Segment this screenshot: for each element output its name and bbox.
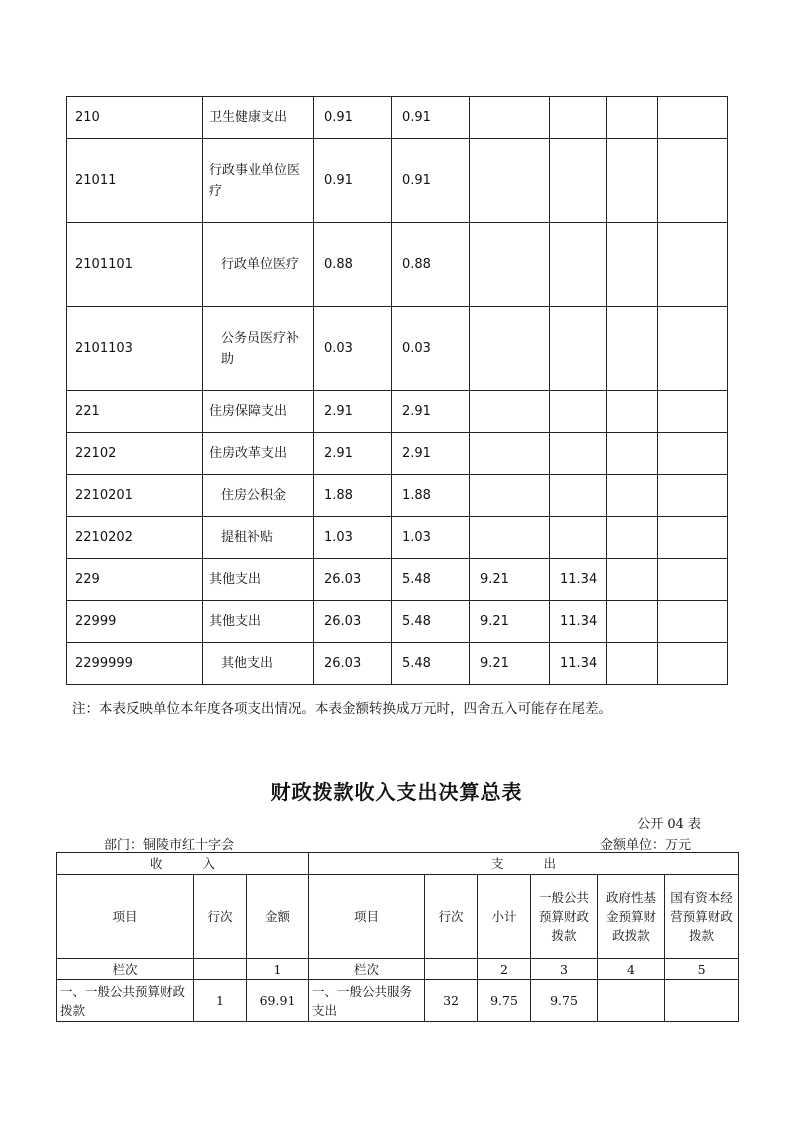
amount-cell-6 xyxy=(658,391,728,433)
subject-name: 住房公积金 xyxy=(203,475,314,517)
subject-name: 提租补贴 xyxy=(203,517,314,559)
summary-table xyxy=(56,852,739,1022)
column-index-label-2: 栏次 xyxy=(309,959,425,980)
amount-cell-1: 26.03 xyxy=(314,643,392,685)
income-amount: 69.91 xyxy=(247,980,309,1022)
amount-cell-6 xyxy=(658,475,728,517)
col-subtotal: 小计 xyxy=(478,875,531,959)
amount-cell-4 xyxy=(550,97,607,139)
table-row xyxy=(67,475,728,517)
amount-cell-6 xyxy=(658,139,728,223)
table-row xyxy=(67,517,728,559)
amount-cell-6 xyxy=(658,559,728,601)
amount-cell-1: 2.91 xyxy=(314,433,392,475)
amount-cell-6 xyxy=(658,97,728,139)
table-note: 注：本表反映单位本年度各项支出情况。本表金额转换成万元时，四舍五入可能存在尾差。 xyxy=(72,701,612,717)
col-general-budget: 一般公共预算财政拨款 xyxy=(531,875,598,959)
amount-cell-6 xyxy=(658,223,728,307)
expenditure-continuation-table xyxy=(66,96,728,685)
expense-row-no: 32 xyxy=(425,980,478,1022)
state-capital xyxy=(665,980,739,1022)
column-index-empty xyxy=(194,959,247,980)
amount-cell-3: 9.21 xyxy=(470,643,550,685)
amount-cell-1: 0.91 xyxy=(314,139,392,223)
col-income-item: 项目 xyxy=(57,875,194,959)
amount-cell-3: 9.21 xyxy=(470,601,550,643)
amount-cell-4 xyxy=(550,475,607,517)
amount-cell-1: 26.03 xyxy=(314,601,392,643)
subject-code: 2210202 xyxy=(67,517,203,559)
table-row xyxy=(57,980,739,1022)
amount-cell-4 xyxy=(550,139,607,223)
amount-cell-3 xyxy=(470,97,550,139)
table-row xyxy=(67,601,728,643)
amount-cell-1: 0.91 xyxy=(314,97,392,139)
amount-cell-2: 5.48 xyxy=(392,559,470,601)
amount-cell-5 xyxy=(607,223,658,307)
col-expense-item: 项目 xyxy=(309,875,425,959)
amount-cell-5 xyxy=(607,601,658,643)
amount-cell-1: 1.03 xyxy=(314,517,392,559)
amount-cell-2: 2.91 xyxy=(392,391,470,433)
table-row xyxy=(67,433,728,475)
amount-cell-6 xyxy=(658,433,728,475)
column-index-empty-2 xyxy=(425,959,478,980)
amount-cell-5 xyxy=(607,433,658,475)
table-row xyxy=(67,643,728,685)
subject-code: 2210201 xyxy=(67,475,203,517)
amount-cell-2: 2.91 xyxy=(392,433,470,475)
subject-name: 其他支出 xyxy=(203,601,314,643)
subtotal: 9.75 xyxy=(478,980,531,1022)
department-label: 部门：铜陵市红十字会 xyxy=(104,838,235,853)
amount-cell-3 xyxy=(470,391,550,433)
column-index-label: 栏次 xyxy=(57,959,194,980)
amount-cell-4 xyxy=(550,307,607,391)
subject-code: 2101103 xyxy=(67,307,203,391)
col-gov-fund: 政府性基金预算财政拨款 xyxy=(598,875,665,959)
amount-cell-6 xyxy=(658,307,728,391)
column-index-1: 1 xyxy=(247,959,309,980)
amount-cell-2: 0.91 xyxy=(392,139,470,223)
subject-name: 卫生健康支出 xyxy=(203,97,314,139)
column-index-4: 4 xyxy=(598,959,665,980)
column-index-5: 5 xyxy=(665,959,739,980)
table-row xyxy=(67,307,728,391)
amount-cell-3 xyxy=(470,139,550,223)
subject-name: 住房改革支出 xyxy=(203,433,314,475)
amount-cell-2: 5.48 xyxy=(392,643,470,685)
amount-cell-2: 1.03 xyxy=(392,517,470,559)
amount-unit-label: 金额单位：万元 xyxy=(599,838,691,853)
amount-cell-1: 0.03 xyxy=(314,307,392,391)
amount-cell-4: 11.34 xyxy=(550,601,607,643)
amount-cell-1: 1.88 xyxy=(314,475,392,517)
column-index-3: 3 xyxy=(531,959,598,980)
amount-cell-2: 0.88 xyxy=(392,223,470,307)
amount-cell-6 xyxy=(658,517,728,559)
income-row-no: 1 xyxy=(194,980,247,1022)
amount-cell-2: 0.91 xyxy=(392,97,470,139)
amount-cell-5 xyxy=(607,475,658,517)
amount-cell-3 xyxy=(470,307,550,391)
income-section-header: 收 入 xyxy=(57,853,309,875)
col-income-row-no: 行次 xyxy=(194,875,247,959)
subject-code: 229 xyxy=(67,559,203,601)
expense-item: 一、一般公共服务支出 xyxy=(309,980,425,1022)
expense-section-header: 支 出 xyxy=(309,853,739,875)
subject-name: 其他支出 xyxy=(203,559,314,601)
subject-code: 22999 xyxy=(67,601,203,643)
amount-cell-4: 11.34 xyxy=(550,643,607,685)
amount-cell-2: 5.48 xyxy=(392,601,470,643)
subject-name: 公务员医疗补助 xyxy=(203,307,314,391)
amount-cell-5 xyxy=(607,517,658,559)
income-item: 一、一般公共预算财政拨款 xyxy=(57,980,194,1022)
amount-cell-3 xyxy=(470,433,550,475)
subject-code: 2299999 xyxy=(67,643,203,685)
amount-cell-1: 2.91 xyxy=(314,391,392,433)
col-income-amount: 金额 xyxy=(247,875,309,959)
amount-cell-4 xyxy=(550,391,607,433)
amount-cell-4 xyxy=(550,517,607,559)
table-row xyxy=(67,559,728,601)
amount-cell-1: 0.88 xyxy=(314,223,392,307)
subject-code: 21011 xyxy=(67,139,203,223)
amount-cell-6 xyxy=(658,643,728,685)
column-index-2: 2 xyxy=(478,959,531,980)
page-title: 财政拨款收入支出决算总表 xyxy=(270,780,523,804)
amount-cell-4: 11.34 xyxy=(550,559,607,601)
amount-cell-4 xyxy=(550,433,607,475)
table-row xyxy=(67,391,728,433)
subject-code: 2101101 xyxy=(67,223,203,307)
amount-cell-5 xyxy=(607,307,658,391)
amount-cell-3 xyxy=(470,475,550,517)
amount-cell-5 xyxy=(607,97,658,139)
subject-name: 其他支出 xyxy=(203,643,314,685)
amount-cell-5 xyxy=(607,391,658,433)
table-row xyxy=(67,97,728,139)
amount-cell-3 xyxy=(470,517,550,559)
amount-cell-3 xyxy=(470,223,550,307)
amount-cell-6 xyxy=(658,601,728,643)
col-state-capital: 国有资本经营预算财政拨款 xyxy=(665,875,739,959)
amount-cell-5 xyxy=(607,559,658,601)
table-row xyxy=(67,139,728,223)
amount-cell-3: 9.21 xyxy=(470,559,550,601)
amount-cell-2: 0.03 xyxy=(392,307,470,391)
amount-cell-5 xyxy=(607,643,658,685)
subject-code: 210 xyxy=(67,97,203,139)
form-id: 公开 04 表 xyxy=(637,817,701,832)
amount-cell-2: 1.88 xyxy=(392,475,470,517)
amount-cell-4 xyxy=(550,223,607,307)
subject-name: 住房保障支出 xyxy=(203,391,314,433)
general-budget: 9.75 xyxy=(531,980,598,1022)
amount-cell-5 xyxy=(607,139,658,223)
subject-code: 22102 xyxy=(67,433,203,475)
subject-name: 行政事业单位医疗 xyxy=(203,139,314,223)
col-expense-row-no: 行次 xyxy=(425,875,478,959)
amount-cell-1: 26.03 xyxy=(314,559,392,601)
subject-code: 221 xyxy=(67,391,203,433)
subject-name: 行政单位医疗 xyxy=(203,223,314,307)
gov-fund xyxy=(598,980,665,1022)
table-row xyxy=(67,223,728,307)
